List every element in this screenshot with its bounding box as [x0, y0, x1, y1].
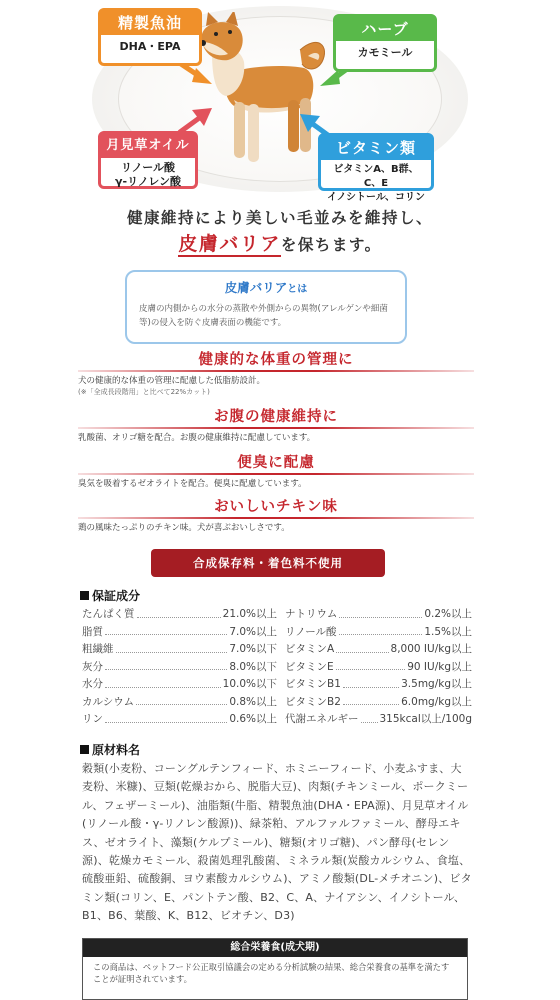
feature-note: (※「全成長段階用」と比べて22%カット)	[78, 388, 210, 396]
tag-vitamins	[318, 133, 434, 203]
ingredients-title-text: 原材料名	[92, 743, 141, 757]
no-additives-badge: 合成保存料・着色料不使用	[151, 549, 385, 577]
nutrition-standard-text: この商品は、ペットフード公正取引協議会の定める分析試験の結果、総合栄養食の基準を満たすことが証明されています。	[93, 962, 450, 984]
feature-weight	[78, 350, 474, 397]
analysis-row	[82, 606, 472, 624]
tag-fish-oil	[98, 8, 202, 66]
feature-chicken-flavor	[78, 497, 474, 534]
feature-title: おいしいチキン味	[214, 498, 338, 515]
hero-section	[0, 0, 560, 203]
dot-leader	[105, 676, 221, 688]
analysis-cell	[82, 694, 277, 712]
analysis-nutrient-name: ビタミンE	[285, 660, 334, 673]
info-box-title	[127, 280, 405, 298]
analysis-nutrient-value: 0.8%以上	[229, 695, 277, 708]
dot-leader	[105, 711, 227, 723]
analysis-nutrient-name: 粗繊維	[82, 643, 114, 655]
analysis-nutrient-name: ナトリウム	[285, 608, 338, 620]
nutrition-standard-box	[82, 938, 468, 1000]
dot-leader	[339, 624, 423, 636]
analysis-row	[82, 676, 472, 694]
analysis-row	[82, 641, 472, 659]
analysis-cell	[82, 606, 277, 624]
tag-herb-title: ハーブ	[336, 17, 434, 41]
analysis-cell	[277, 606, 472, 624]
analysis-nutrient-name: 灰分	[82, 660, 103, 673]
analysis-cell	[82, 641, 277, 659]
square-bullet-icon	[80, 745, 89, 754]
nutrition-standard-title: 総合栄養食(成犬期)	[83, 939, 467, 957]
feature-text: 乳酸菌、オリゴ糖を配合。お腹の健康維持に配慮しています。	[78, 433, 316, 443]
analysis-cell	[82, 624, 277, 642]
analysis-table	[82, 606, 472, 729]
analysis-nutrient-value: 0.6%以上	[229, 713, 277, 725]
analysis-nutrient-name: ビタミンB2	[285, 695, 341, 708]
tag-primrose-oil-title: 月見草オイル	[101, 134, 195, 158]
analysis-title-text: 保証成分	[92, 589, 141, 603]
analysis-cell	[82, 659, 277, 677]
analysis-row	[82, 659, 472, 677]
headline-emphasis: 皮膚バリア	[178, 233, 281, 255]
analysis-cell	[82, 676, 277, 694]
headline-line-1: 健康維持により美しい毛並みを維持し、	[126, 208, 433, 227]
tag-vitamins-body-line: イノシトール、コリン	[327, 192, 425, 203]
analysis-cell	[277, 676, 472, 694]
feature-title: お腹の健康維持に	[214, 408, 338, 425]
dot-leader	[137, 606, 221, 618]
ingredients-text: 穀類(小麦粉、コーングルテンフィード、ホミニーフィード、小麦ふすま、大麦粉、米糠)、豆類(乾燥おから、脱脂大豆)、肉類(チキンミール、ポークミール、フェザーミール)、油脂類(牛脂、精製魚油(DHA・EPA源)、月見草オイル(リノール酸・γ-リノレン酸源))、緑茶粕、アルファルファミール、酵母エキス、ゼオライト、藻類(ケルプミール)、糖類(オリゴ糖)、パン酵母(セレン源)、乾燥カモミール、殺菌処理乳酸菌、ミネラル類(炭酸カルシウム、食塩、硫酸亜鉛、硫酸銅、ヨウ素酸カルシウム)、アミノ酸類(DL-メチオニン)、ビタミン類(コリン、E、パントテン酸、B2、C、A、ナイアシン、イノシトール、B1、B6、葉酸、K、B12、ビオチン、D3)	[82, 762, 472, 923]
analysis-nutrient-name: リン	[82, 713, 103, 725]
tag-vitamins-body	[321, 160, 431, 210]
tag-primrose-oil-body-line: γ-リノレン酸	[115, 175, 181, 188]
analysis-nutrient-value: 315kcal以上/100g	[379, 713, 472, 725]
analysis-nutrient-name: リノール酸	[285, 625, 337, 638]
dot-leader	[136, 694, 227, 706]
dot-leader	[116, 641, 228, 653]
info-box-text: 皮膚の内側からの水分の蒸散や外側からの異物(アレルゲンや細菌等)の侵入を防ぐ皮膚表面の機能です。	[139, 304, 388, 328]
tag-herb	[333, 14, 437, 72]
dot-leader	[343, 676, 399, 688]
analysis-row	[82, 694, 472, 712]
analysis-row	[82, 711, 472, 729]
analysis-nutrient-name: 水分	[82, 678, 103, 690]
feature-stool-odor	[78, 453, 474, 490]
analysis-nutrient-value: 3.5mg/kg以上	[401, 678, 472, 690]
feature-text: 鶏の風味たっぷりのチキン味。犬が喜ぶおいしさです。	[78, 523, 290, 533]
analysis-nutrient-value: 21.0%以上	[222, 608, 277, 620]
analysis-nutrient-name: 脂質	[82, 625, 103, 638]
analysis-cell	[277, 711, 472, 729]
headline	[0, 206, 560, 259]
analysis-cell	[277, 694, 472, 712]
analysis-nutrient-value: 8.0%以下	[229, 660, 277, 673]
tag-herb-body: カモミール	[357, 46, 413, 59]
analysis-nutrient-value: 1.5%以上	[424, 625, 472, 638]
tag-vitamins-body-line: ビタミンA、B群、C、E	[333, 164, 419, 189]
dot-leader	[336, 641, 388, 653]
analysis-nutrient-value: 6.0mg/kg以上	[401, 695, 472, 708]
dot-leader	[105, 659, 227, 671]
dot-leader	[336, 659, 406, 671]
analysis-nutrient-value: 10.0%以下	[222, 678, 277, 690]
tag-fish-oil-body: DHA・EPA	[119, 40, 181, 53]
feature-text: 犬の健康的な体重の管理に配慮した低脂肪設計。	[78, 376, 266, 386]
analysis-nutrient-name: ビタミンB1	[285, 678, 341, 690]
dot-leader	[339, 606, 422, 618]
shiba-dog-image	[188, 12, 338, 172]
dot-leader	[343, 694, 399, 706]
analysis-nutrient-value: 7.0%以下	[229, 643, 277, 655]
ingredients-section-title	[80, 742, 140, 758]
analysis-cell	[82, 711, 277, 729]
headline-line-2	[0, 230, 560, 259]
feature-title: 健康的な体重の管理に	[198, 351, 354, 368]
info-box-title-rest: とは	[287, 284, 308, 295]
feature-text: 臭気を吸着するゼオライトを配合。便臭に配慮しています。	[78, 479, 307, 489]
analysis-nutrient-name: カルシウム	[82, 695, 135, 708]
dot-leader	[361, 711, 378, 723]
analysis-nutrient-value: 7.0%以上	[229, 625, 277, 638]
analysis-nutrient-name: たんぱく質	[82, 608, 135, 620]
analysis-nutrient-value: 0.2%以上	[424, 608, 472, 620]
analysis-nutrient-value: 90 IU/kg以上	[407, 660, 472, 673]
analysis-nutrient-name: ビタミンA	[285, 643, 335, 655]
tag-primrose-oil-body-line: リノール酸	[120, 161, 175, 174]
tag-primrose-oil	[98, 131, 198, 189]
info-box-title-strong: 皮膚バリア	[224, 280, 288, 295]
tag-primrose-oil-body	[101, 158, 195, 194]
analysis-row	[82, 624, 472, 642]
feature-digestion	[78, 407, 474, 444]
feature-title: 便臭に配慮	[237, 454, 315, 471]
analysis-section-title	[80, 588, 140, 604]
square-bullet-icon	[80, 591, 89, 600]
analysis-cell	[277, 624, 472, 642]
dot-leader	[105, 624, 227, 636]
headline-rest: を保ちます。	[280, 235, 382, 254]
skin-barrier-info-box	[125, 270, 407, 344]
tag-vitamins-title: ビタミン類	[321, 136, 431, 160]
tag-fish-oil-title: 精製魚油	[101, 11, 199, 35]
analysis-cell	[277, 659, 472, 677]
analysis-nutrient-value: 8,000 IU/kg以上	[390, 643, 472, 655]
analysis-nutrient-name: 代謝エネルギー	[285, 713, 359, 725]
analysis-cell	[277, 641, 472, 659]
